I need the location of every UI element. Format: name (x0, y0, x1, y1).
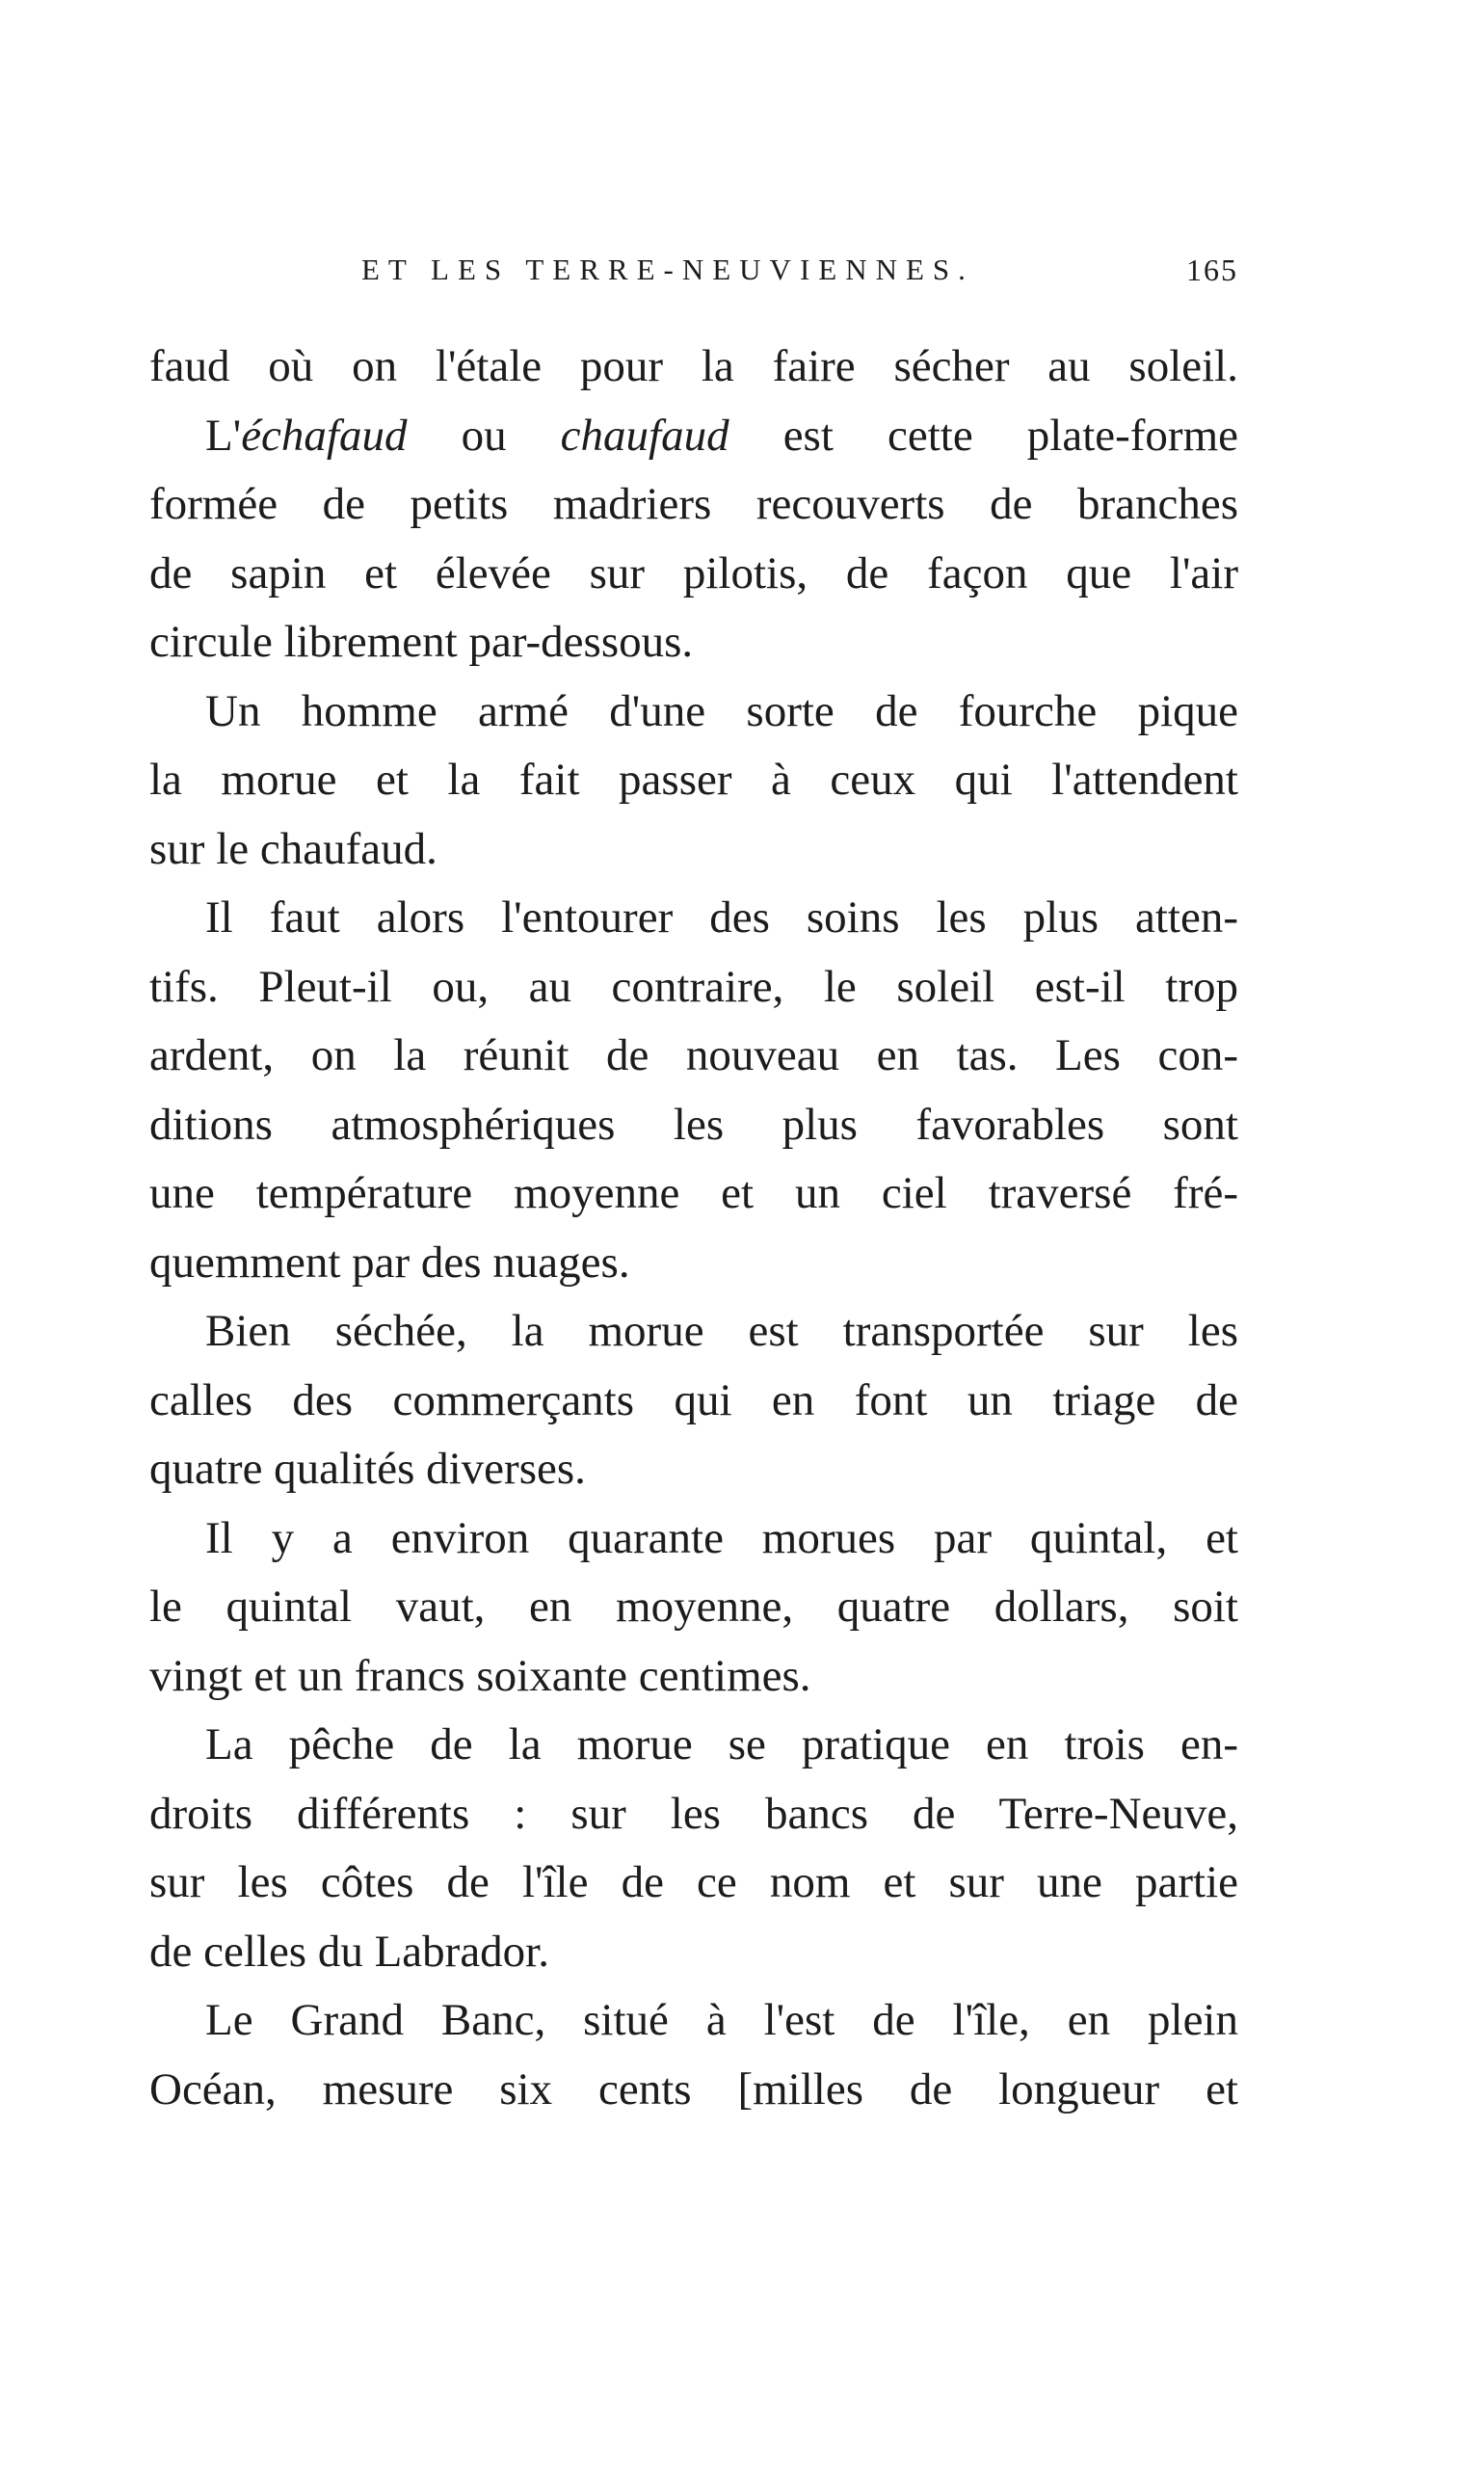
text-segment: ou (407, 410, 561, 461)
text-line: la morue et la fait passer à ceux qui l'attendent (149, 755, 1238, 805)
text-line: formée de petits madriers recouverts de branches (149, 479, 1238, 529)
text-line: tifs. Pleut-il ou, au contraire, le soleil est-il trop (149, 961, 1238, 1012)
running-head (149, 253, 1238, 301)
text-line: Il y a environ quarante morues par quintal, et (205, 1512, 1238, 1563)
text-line: quemment par des nuages. (149, 1237, 630, 1288)
text-line: une température moyenne et un ciel traversé fré- (149, 1168, 1238, 1218)
text-line: calles des commerçants qui en font un triage de (149, 1374, 1238, 1425)
text-line: vingt et un francs soixante centimes. (149, 1650, 811, 1701)
text-line (149, 402, 1238, 471)
text-line: faud où on l'étale pour la faire sécher au soleil. (149, 341, 1238, 391)
text-line: ardent, on la réunit de nouveau en tas. Les con- (149, 1030, 1238, 1080)
text-line: de sapin et élevée sur pilotis, de façon que l'air (149, 547, 1238, 599)
text-segment: L' (205, 410, 242, 461)
text-line: sur le chaufaud. (149, 823, 437, 874)
text-line: Il faut alors l'entourer des soins les plus atten- (205, 892, 1238, 943)
text-line: Un homme armé d'une sorte de fourche pique (205, 685, 1238, 736)
body-text (149, 333, 1238, 2124)
text-line: Océan, mesure six cents [milles de longueur et (149, 2063, 1238, 2115)
italic-term: échafaud (241, 410, 408, 461)
text-line: ditions atmosphériques les plus favorables sont (149, 1099, 1238, 1150)
text-line: droits différents : sur les bancs de Terre-Neuve, (149, 1788, 1238, 1839)
text-line: Le Grand Banc, situé à l'est de l'île, en plein (205, 1995, 1238, 2045)
text-line: La pêche de la morue se pratique en trois en- (205, 1719, 1238, 1769)
text-line: Bien séchée, la morue est transportée sur les (205, 1306, 1238, 1356)
running-title: ET LES TERRE-NEUVIENNES. (361, 253, 974, 286)
text-line: le quintal vaut, en moyenne, quatre dollars, soit (149, 1582, 1238, 1632)
text-line: de celles du Labrador. (149, 1926, 549, 1977)
page-number: 165 (1186, 253, 1238, 287)
text-line: quatre qualités diverses. (149, 1444, 586, 1494)
text-line: sur les côtes de l'île de ce nom et sur une partie (149, 1857, 1238, 1907)
text-segment: est cette plate-forme (729, 410, 1238, 461)
text-line: circule librement par-dessous. (149, 617, 694, 667)
italic-term: chaufaud (560, 410, 729, 461)
